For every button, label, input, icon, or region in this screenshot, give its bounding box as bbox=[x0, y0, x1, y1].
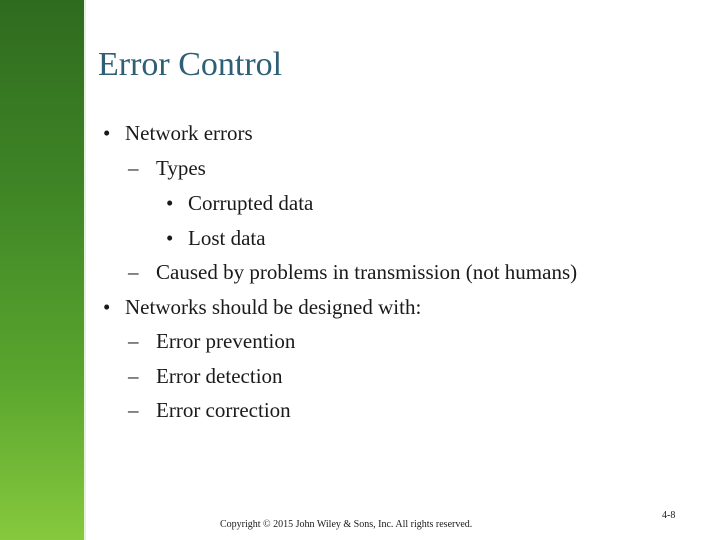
page-number: 4-8 bbox=[662, 510, 676, 521]
bullet-level2 bbox=[128, 156, 206, 180]
dash-marker: – bbox=[128, 329, 139, 353]
dash-marker: – bbox=[128, 156, 139, 180]
bullet-text: Networks should be designed with: bbox=[125, 295, 422, 319]
dash-marker: – bbox=[128, 398, 139, 422]
bullet-level2 bbox=[128, 260, 577, 284]
dash-marker: – bbox=[128, 260, 139, 284]
bullet-level3 bbox=[166, 191, 313, 215]
bullet-text: Lost data bbox=[188, 226, 266, 250]
bullet-level1 bbox=[103, 121, 253, 145]
bullet-text: Network errors bbox=[125, 121, 253, 145]
bullet-level2 bbox=[128, 398, 291, 422]
bullet-text: Caused by problems in transmission (not humans) bbox=[156, 260, 578, 284]
bullet-text: Error detection bbox=[156, 364, 283, 388]
dash-marker: – bbox=[128, 364, 139, 388]
bullet-level2 bbox=[128, 364, 283, 388]
bullet-text: Types bbox=[156, 156, 206, 180]
bullet-text: Error correction bbox=[156, 398, 291, 422]
bullet-level1 bbox=[103, 295, 421, 319]
bullet-marker: • bbox=[166, 226, 174, 250]
copyright-footer: Copyright © 2015 John Wiley & Sons, Inc. All rights reserved. bbox=[220, 519, 473, 530]
bullet-text: Error prevention bbox=[156, 329, 296, 353]
bullet-marker: • bbox=[103, 295, 111, 319]
bullet-level2 bbox=[128, 329, 295, 353]
bullet-marker: • bbox=[166, 191, 174, 215]
bullet-text: Corrupted data bbox=[188, 191, 314, 215]
bullet-marker: • bbox=[103, 121, 111, 145]
bullet-level3 bbox=[166, 226, 266, 250]
slide-title: Error Control bbox=[98, 46, 283, 83]
